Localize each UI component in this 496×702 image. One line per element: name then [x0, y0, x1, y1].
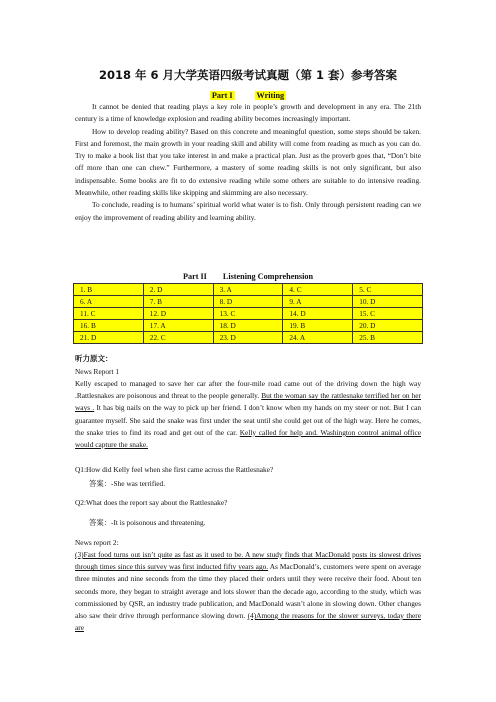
answer-cell: 11. C [74, 308, 144, 320]
answer-1: 答案：-She was terrified. [89, 479, 166, 488]
answer-cell: 8. D [213, 296, 283, 308]
answer-row [74, 332, 423, 344]
answer-cell: 1. B [74, 284, 144, 296]
answer-cell: 4. C [283, 284, 353, 296]
answer-cell: 12. D [143, 308, 213, 320]
answer-cell: 23. D [213, 332, 283, 344]
answer-cell: 16. B [74, 320, 144, 332]
report1-text-part: It has big nails on the way to pick up her friend. I don’t know when my hands on my steer or not. But I can guarantee myself. She said the snake was first under the seat until she could get out of the high way. Here he comes, the snake tries to find its road and get out of the car. [75, 403, 421, 437]
report1-heading: News Report 1 [75, 367, 120, 376]
report1-text [75, 378, 421, 451]
report2-underlined-2: (4)Among the reasons for the slower surveys, today there are [75, 611, 421, 633]
part1-heading [0, 91, 496, 100]
essay-paragraph-3: To conclude, reading is to humans’ spiritual world what water is to fish. Only through persistent reading can we enjoy the improvement of reading ability and learning ability. [75, 200, 421, 222]
report1-text-part: Kelly escaped to managed to save her car after the four-mile road came out of the driving down the high way .Rattlesnakes are poisonous and threat to the people generally. [75, 379, 421, 401]
answer-cell: 17. A [143, 320, 213, 332]
report1-underlined-1: But the woman say the rattlesnake terrified her on her ways . [75, 391, 421, 413]
answer-cell: 2. D [143, 284, 213, 296]
answer-row [74, 308, 423, 320]
answer-cell: 7. B [143, 296, 213, 308]
report1-underlined-2: Kelly called for help and. Washington control animal office would capture the snake. [75, 427, 421, 450]
answer-cell: 10. D [353, 296, 423, 308]
essay [75, 101, 421, 224]
answer-cell: 13. C [213, 308, 283, 320]
answer-cell: 22. C [143, 332, 213, 344]
answer-cell: 20. D [353, 320, 423, 332]
part1-name: Writing [256, 91, 285, 100]
answer-cell: 15. C [353, 308, 423, 320]
answer-cell: 25. B [353, 332, 423, 344]
answer-cell: 14. D [283, 308, 353, 320]
answer-cell: 24. A [283, 332, 353, 344]
answer-cell: 18. D [213, 320, 283, 332]
report2-underlined-1: (3)Fast food turns out isn’t quite as fast as it used to be. A new study finds that MacDonald posts its slowest drives through times since this survey was first inducted fifty years ago. [75, 550, 421, 572]
question-1: Q1:How did Kelly feel when she first came across the Rattlesnake? [75, 465, 274, 474]
report2-heading: News report 2: [75, 538, 119, 547]
answer-row [74, 296, 423, 308]
part2-heading [0, 272, 496, 281]
answer-table [73, 283, 423, 344]
report2-text [75, 549, 421, 634]
answer-2: 答案：-It is poisonous and threatening. [89, 518, 206, 527]
report2-text-part: As MacDonald’s, customers were spent on average three minutes and nine seconds from the time they placed their orders until they were receive their food. About ten seconds more, they began to straight average and lots slower than the decade ago, according to the study, which was commissioned by QSR, an industry trade publication, and MacDonald wasn’t alone in slowing down. Other changes also saw their drive through performance slowing down. [75, 562, 421, 621]
part2-label: Part II [182, 272, 207, 281]
part2-name: Listening Comprehension [222, 272, 314, 281]
answer-cell: 9. A [283, 296, 353, 308]
essay-paragraph-1: It cannot be denied that reading plays a key role in people’s growth and development in any era. The 21th century is a time of knowledge explosion and reading ability becomes increasingly important. [75, 102, 421, 124]
part1-label: Part I [211, 91, 233, 100]
answer-cell: 21. D [74, 332, 144, 344]
answer-cell: 5. C [353, 284, 423, 296]
answer-cell: 19. B [283, 320, 353, 332]
answer-row [74, 320, 423, 332]
listening-heading: 听力原文： [75, 354, 113, 363]
page-title: 2018 年 6 月大学英语四级考试真题（第 1 套）参考答案 [98, 68, 398, 82]
question-2: Q2:What does the report say about the Rattlesnake? [75, 498, 228, 507]
answer-cell: 3. A [213, 284, 283, 296]
answer-cell: 6. A [74, 296, 144, 308]
essay-paragraph-2: How to develop reading ability? Based on this concrete and meaningful question, some steps should be taken. First and foremost, the main growth in your reading skill and ability will come from reading as much as you can do. Try to make a book list that you take interest in and make a practical plan. Just as the proverb goes that, “Don’t bite off more than one can chew.” Furthermore, a mastery of some reading skills is not only significant, but also indispensable. Some books are fit to do extensive reading while some others are suitable to do intensive reading. Meanwhile, other reading skills like skipping and skimming are also necessary. [75, 126, 421, 198]
answer-row [74, 284, 423, 296]
